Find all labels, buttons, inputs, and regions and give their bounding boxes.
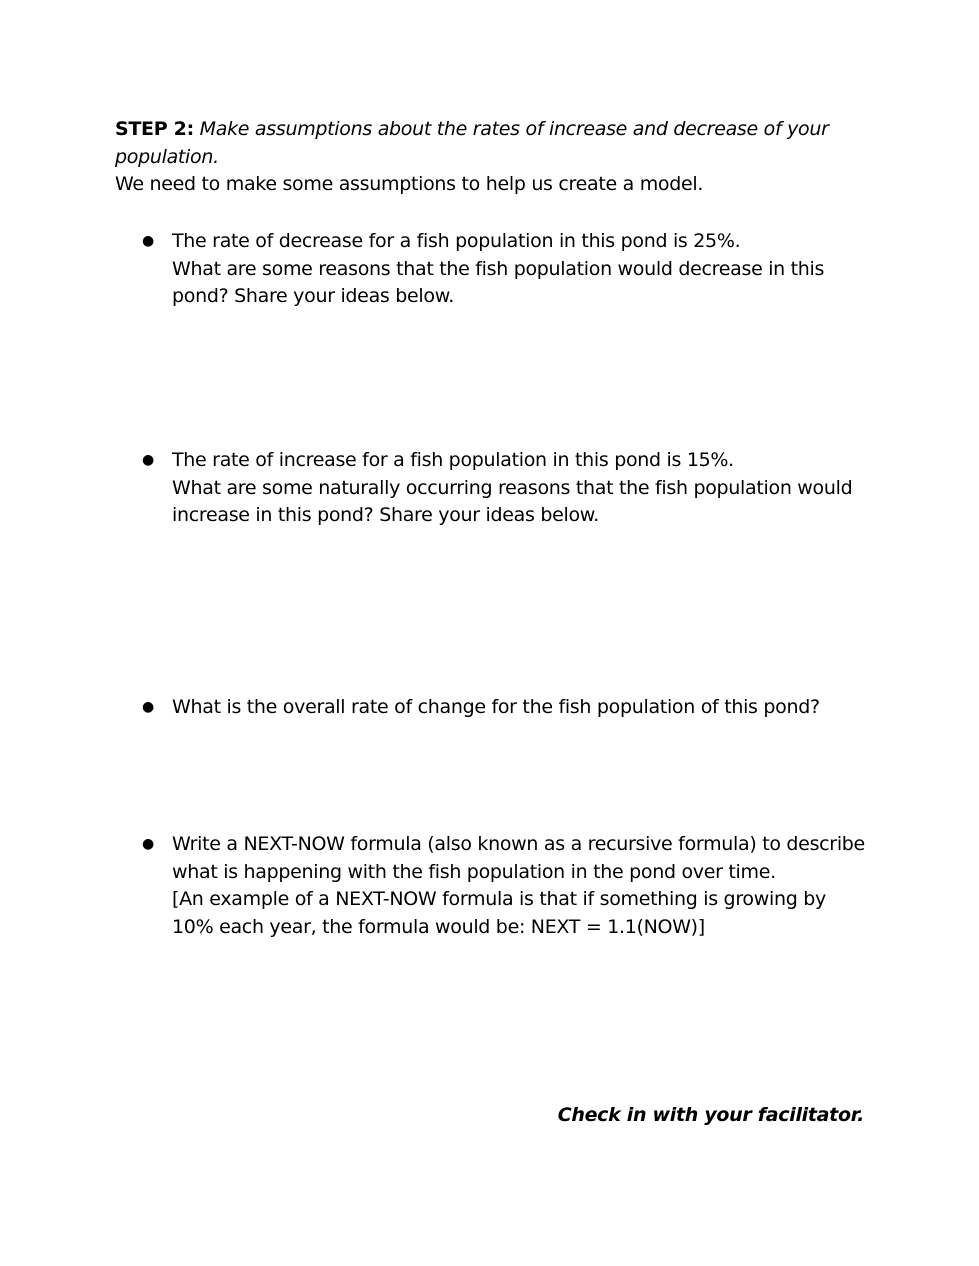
step-heading: [115, 116, 865, 171]
bullet-question: What are some reasons that the fish population would decrease in this pond? Share your ideas below.: [172, 257, 825, 307]
intro-text: We need to make some assumptions to help us create a model.: [115, 173, 704, 195]
bullet-text: The rate of increase for a fish population in this pond is 15%.: [172, 449, 734, 471]
bullet-icon: ●: [142, 452, 154, 468]
facilitator-note: Check in with your facilitator.: [557, 1104, 864, 1126]
bullet-question: What are some naturally occurring reasons that the fish population would increase in this pond? Share your ideas below.: [172, 476, 853, 526]
step-label: STEP 2:: [115, 118, 194, 140]
bullet-item-increase: [142, 447, 872, 530]
bullet-item-overall-rate: [142, 694, 872, 722]
bullet-text: What is the overall rate of change for the fish population of this pond?: [172, 696, 820, 718]
bullet-icon: ●: [142, 233, 154, 249]
bullet-example: [An example of a NEXT-NOW formula is that if something is growing by 10% each year, the formula would be: NEXT = 1.1(NOW)]: [172, 888, 826, 938]
bullet-item-next-now-formula: [142, 831, 872, 941]
bullet-item-decrease: [142, 228, 872, 311]
bullet-text: Write a NEXT-NOW formula (also known as a recursive formula) to describe what is happening with the fish population in the pond over time.: [172, 833, 865, 883]
step-instruction: Make assumptions about the rates of increase and decrease of your population.: [115, 118, 829, 168]
bullet-icon: ●: [142, 699, 154, 715]
document-body: [115, 116, 865, 938]
bullet-text: The rate of decrease for a fish population in this pond is 25%.: [172, 230, 741, 252]
bullet-icon: ●: [142, 836, 154, 852]
